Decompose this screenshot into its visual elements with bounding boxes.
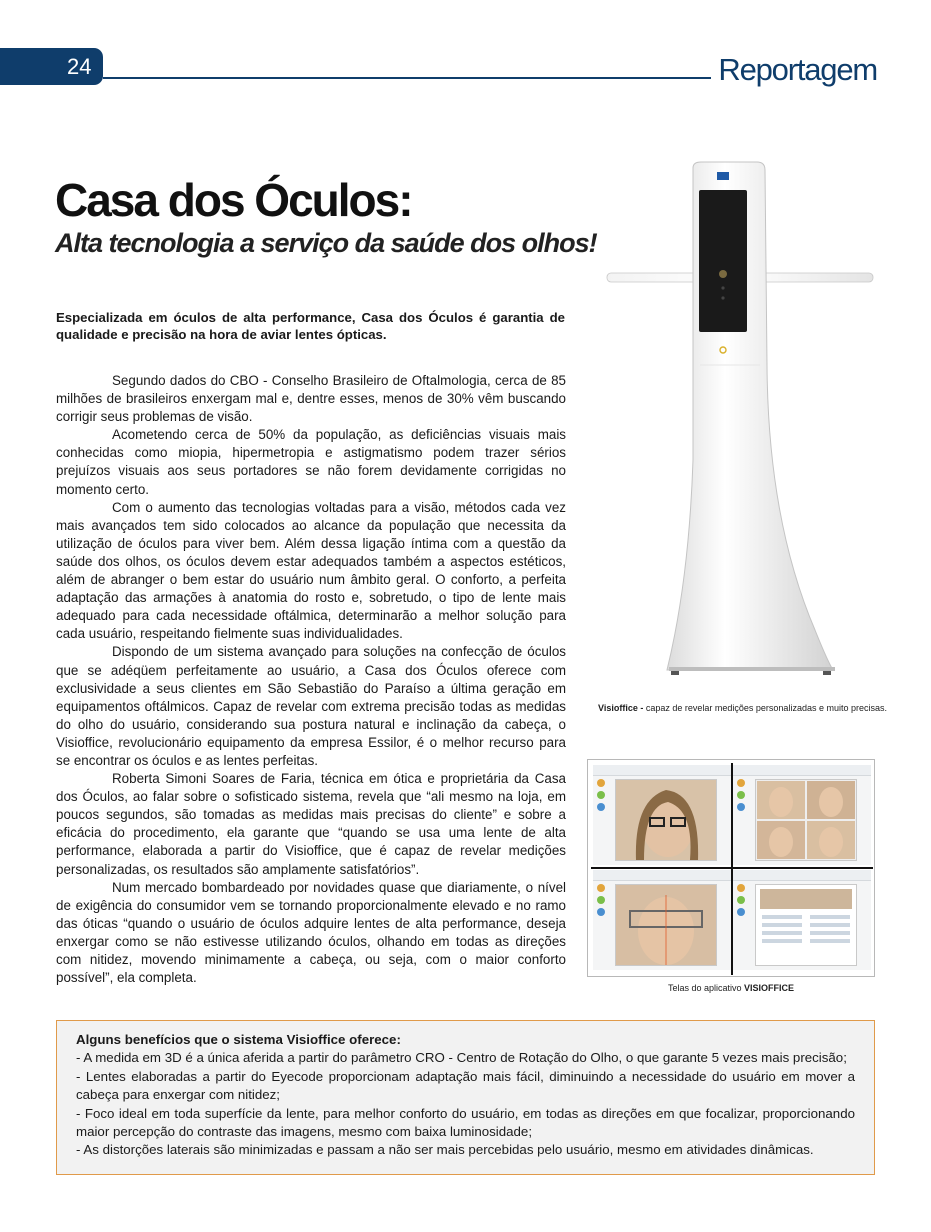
benefits-box: [56, 1020, 875, 1175]
screens-divider-vertical: [731, 763, 733, 975]
kiosk-caption: [590, 702, 895, 714]
body-paragraph: Dispondo de um sistema avançado para soluções na confecção de óculos que se adéqüem perfeitamente ao usuário, a Casa dos Óculos oferece com exclusividade a seus clientes em São Sebastião do Paraíso a última geração em equipamentos oftálmicos. Capaz de revelar com extrema precisão todas as medidas do olho do usuário, considerando sua postura natural e inclinação da cabeça, o Visioffice, revolucionário equipamento da empresa Essilor, é o melhor recurso para se encontrar os óculos e as lentes perfeitas.: [56, 644, 566, 768]
benefit-item: - Lentes elaboradas a partir do Eyecode proporcionam adaptação mais fácil, diminuindo a necessidade do usuário em mover a cabeça para enxergar com nitidez;: [76, 1068, 855, 1103]
visioffice-screens-image: [587, 759, 875, 977]
article-subtitle: Alta tecnologia a serviço da saúde dos olhos!: [55, 228, 597, 258]
app-screen-2: [733, 765, 871, 865]
page-number-tab: [0, 48, 103, 85]
screens-caption: [587, 983, 875, 993]
face-photo: [615, 779, 717, 861]
app-screen-1: [593, 765, 731, 865]
screens-divider-horizontal: [591, 867, 873, 869]
benefits-heading: Alguns benefícios que o sistema Visioffice oferece:: [76, 1032, 401, 1047]
body-paragraph: Acometendo cerca de 50% da população, as deficiências visuais mais conhecidas como miopia, hipermetropia e astigmatismo podem trazer sérios prejuízos visuais aos seus portadores se não forem devidamente corrigidas no momento certo.: [56, 427, 566, 497]
page-number: 24: [67, 54, 92, 79]
header-rule: [103, 77, 711, 79]
benefit-item: - Foco ideal em toda superfície da lente, para melhor conforto do usuário, em todas as direções em que focalizar, proporcionando maior percepção do contraste das imagens, mesmo com baixa luminosidade;: [76, 1105, 855, 1140]
body-paragraph: Com o aumento das tecnologias voltadas para a visão, métodos cada vez mais avançados tem sido colocados ao alcance da população que necessita da utilização de óculos para viver bem. Além dessa ligação íntima com a questão da saúde dos olhos, os óculos devem estar adequados também a aspectos estéticos, além de abranger o bem estar do usuário num âmbito geral. O conforto, a perfeita adaptação das armações à anatomia do rosto e, sobretudo, o tipo de lente mais adequado para cada necessidade oftálmica, determinarão a melhor solução para cada usuário, respeitando fielmente suas individualidades.: [56, 499, 566, 642]
kiosk-caption-bold: Visioffice -: [598, 703, 644, 713]
visioffice-kiosk-image: [605, 160, 875, 700]
face-photos-grid: [755, 779, 857, 861]
section-label: Reportagem: [718, 52, 877, 87]
screens-caption-text: Telas do aplicativo: [667, 983, 745, 993]
benefit-item: - A medida em 3D é a única aferida a partir do parâmetro CRO - Centro de Rotação do Olho, o que garante 5 vezes mais precisão;: [76, 1050, 847, 1066]
body-paragraph: Roberta Simoni Soares de Faria, técnica em ótica e proprietária da Casa dos Óculos, ao falar sobre o sofisticado sistema, revela que “ali mesmo na loja, em poucos segundos, são tomadas as medidas mais precisas do cliente” e sobre a eficácia do procedimento, ela garante que “quando se usa uma lente de alta performance, elaborada a partir do Visioffice, que é capaz de revelar medições personalizadas, os resultados são amplamente satisfatórios”.: [56, 771, 566, 877]
article-title: Casa dos Óculos:: [55, 174, 412, 226]
kiosk-caption-text: capaz de revelar medições personalizadas e muito precisas.: [643, 703, 887, 713]
article-lead: Especializada em óculos de alta performance, Casa dos Óculos é garantia de qualidade e precisão na hora de aviar lentes ópticas.: [56, 310, 565, 342]
body-paragraph: Segundo dados do CBO - Conselho Brasileiro de Oftalmologia, cerca de 85 milhões de brasileiros enxergam mal e, dentre esses, menos de 30% vêm buscando corrigir seus problemas de visão.: [56, 373, 566, 425]
app-screen-3: [593, 870, 731, 970]
benefit-item: - As distorções laterais são minimizadas e passam a não ser mais percebidas pelo usuário, mesmo em atividades dinâmicas.: [76, 1142, 814, 1158]
app-screen-4: [733, 870, 871, 970]
body-paragraph: Num mercado bombardeado por novidades quase que diariamente, o nível de exigência do consumidor vem se tornando proporcionalmente elevado e no ramo das óticas “quando o usuário de óculos adquire lentes de alta performance, deseja enxergar como se não estivesse utilizando óculos, olhando em todas as direções com nitidez, movendo minimamente a cabeça, ou seja, com o maior conforto possível”, ela completa.: [56, 879, 566, 986]
screens-caption-bold: VISIOFFICE: [744, 983, 795, 993]
measurement-photo: [615, 884, 717, 966]
article-body: [56, 372, 566, 987]
results-screen: [755, 884, 857, 966]
